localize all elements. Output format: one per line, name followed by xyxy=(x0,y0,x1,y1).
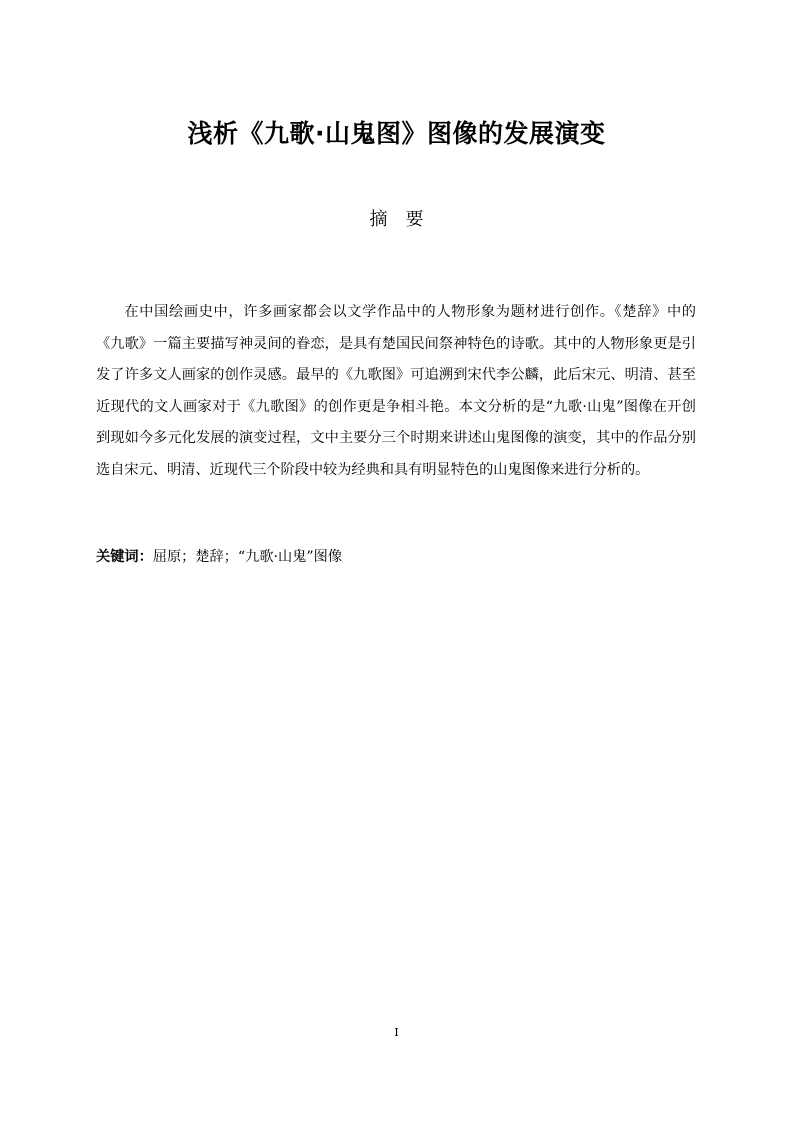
page-number: I xyxy=(394,1026,399,1039)
abstract-heading: 摘要 xyxy=(369,209,442,230)
keywords-label: 关键词： xyxy=(96,549,153,565)
abstract-body: 在中国绘画史中，许多画家都会以文学作品中的人物形象为题材进行创作。《楚辞》中的《九歌》一篇主要描写神灵间的眷恋，是具有楚国民间祭神特色的诗歌。其中的人物形象更是引发了许多文人画家的创作灵感。最早的《九歌图》可追溯到宋代李公麟，此后宋元、明清、甚至近现代的文人画家对于《九歌图》的创作更是争相斗艳。本文分析的是“九歌·山鬼”图像在开创到现如今多元化发展的演变过程，文中主要分三个时期来讲述山鬼图像的演变，其中的作品分别选自宋元、明清、近现代三个阶段中较为经典和具有明显特色的山鬼图像来进行分析的。 xyxy=(96,304,696,478)
keywords-text: 屈原；楚辞；“九歌·山鬼”图像 xyxy=(152,549,343,565)
paper-title: 浅析《九歌·山鬼图》图像的发展演变 xyxy=(187,119,606,148)
keywords-line xyxy=(96,543,696,571)
